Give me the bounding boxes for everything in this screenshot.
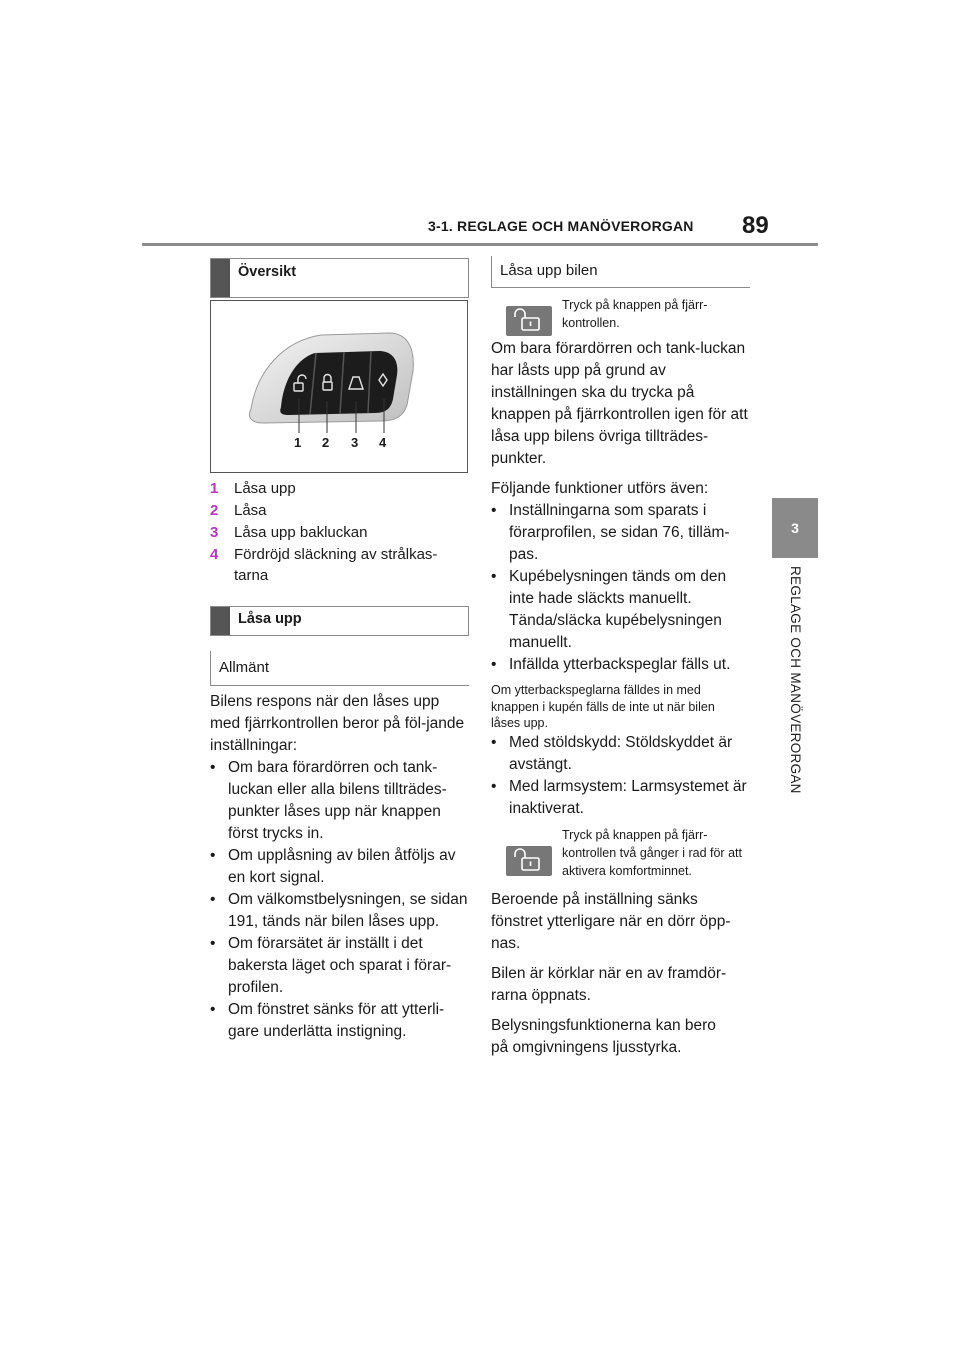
overview-heading xyxy=(210,258,469,298)
paragraph: Belysningsfunktionerna kan bero på omgivningens ljusstyrka. xyxy=(491,1017,716,1056)
bullet-text: Om förarsätet är inställt i det bakersta läget och sparat i förar-profilen. xyxy=(228,935,452,996)
bullet-text: Om upplåsning av bilen åtföljs av en kort signal. xyxy=(228,847,456,886)
legend-item xyxy=(210,544,470,586)
list-item: • Inställningarna som sparats i förarprofilen, se sidan 76, tilläm-pas. xyxy=(491,500,751,566)
chapter-tab: 3 xyxy=(772,498,818,558)
list-item: • Om upplåsning av bilen åtföljs av en kort signal. xyxy=(210,845,468,889)
overview-heading-text: Översikt xyxy=(238,264,297,280)
right-body-bottom xyxy=(491,889,749,1059)
list-item: • Infällda ytterbackspeglar fälls ut. xyxy=(491,654,751,676)
list-item: • Om bara förardörren och tank-luckan eller alla bilens tillträdes-punkter låses upp när knappen först trycks in. xyxy=(210,757,468,845)
legend-number: 4 xyxy=(210,546,219,563)
bullet-text: Inställningarna som sparats i förarprofilen, se sidan 76, tilläm-pas. xyxy=(509,502,730,563)
legend-list xyxy=(210,478,470,587)
intro-paragraph: Bilens respons när den låses upp med fjärrkontrollen beror på föl-jande inställningar: xyxy=(210,693,465,754)
list-item: • Kupébelysningen tänds om den inte hade släckts manuellt. Tända/släcka kupébelysningen manuellt. xyxy=(491,566,751,654)
callout-2: 2 xyxy=(322,435,330,450)
legend-text: Låsa upp bakluckan xyxy=(234,524,368,541)
paragraph: Beroende på inställning sänks fönstret ytterligare när en dörr öpp-nas. xyxy=(491,891,731,952)
paragraph: Följande funktioner utförs även: xyxy=(491,480,709,497)
callout-3: 3 xyxy=(351,435,359,450)
legend-number: 2 xyxy=(210,502,219,519)
bullet-text: Kupébelysningen tänds om den inte hade släckts manuellt. Tända/släcka kupébelysningen manuellt. xyxy=(509,568,727,651)
key-fob-illustration xyxy=(211,301,467,472)
callout-4: 4 xyxy=(379,435,387,450)
chapter-label: REGLAGE OCH MANÖVERORGAN xyxy=(788,566,803,794)
heading-bar xyxy=(211,607,230,635)
bullet-text: Om bara förardörren och tank-luckan eller alla bilens tillträdes-punkter låses upp när knappen först trycks in. xyxy=(228,759,447,842)
list-item: • Om välkomstbelysningen, se sidan 191, tänds när bilen låses upp. xyxy=(210,889,468,933)
legend-text: Låsa xyxy=(234,502,267,519)
legend-number: 3 xyxy=(210,524,219,541)
bullet-text: Infällda ytterbackspeglar fälls ut. xyxy=(509,656,731,673)
list-item: • Om förarsätet är inställt i det bakersta läget och sparat i förar-profilen. xyxy=(210,933,468,999)
legend-item xyxy=(210,522,470,543)
list-item: • Med larmsystem: Larmsystemet är inaktiverat. xyxy=(491,776,751,820)
note-text: Tryck på knappen på fjärr-kontrollen. xyxy=(562,298,708,330)
key-fob-figure xyxy=(210,300,468,473)
list-item: • Om fönstret sänks för att ytterli-gare underlätta instigning. xyxy=(210,999,468,1043)
paragraph: Om bara förardörren och tank-luckan har låsts upp på grund av inställningen ska du trycka på knappen på fjärrkontrollen igen för att låsa upp bilens övriga tillträdes-punkter. xyxy=(491,340,748,467)
general-subheading: Allmänt xyxy=(210,651,469,686)
bullet-text: Om fönstret sänks för att ytterli-gare underlätta instigning. xyxy=(228,1001,445,1040)
section-title: 3-1. REGLAGE OCH MANÖVERORGAN xyxy=(428,218,694,234)
callout-1: 1 xyxy=(294,435,302,450)
note-row-1 xyxy=(506,296,751,336)
unlock-car-subheading: Låsa upp bilen xyxy=(491,256,750,288)
note-row-2 xyxy=(506,826,751,880)
heading-bar xyxy=(211,259,230,297)
unlock-button-icon xyxy=(506,306,552,336)
legend-text: Låsa upp xyxy=(234,480,296,497)
legend-item xyxy=(210,500,470,521)
legend-number: 1 xyxy=(210,480,219,497)
right-body-top xyxy=(491,338,751,820)
left-body xyxy=(210,691,468,1043)
legend-text: Fördröjd släckning av strålkas-tarna xyxy=(234,546,438,584)
list-item: • Med stöldskydd: Stöldskyddet är avstängt. xyxy=(491,732,751,776)
page-number: 89 xyxy=(742,212,769,239)
unlock-heading xyxy=(210,606,469,636)
unlock-button-icon xyxy=(506,846,552,876)
legend-item xyxy=(210,478,470,499)
unlock-heading-text: Låsa upp xyxy=(238,611,302,627)
bullet-text: Om välkomstbelysningen, se sidan 191, tänds när bilen låses upp. xyxy=(228,891,468,930)
bullet-text: Med larmsystem: Larmsystemet är inaktiverat. xyxy=(509,777,747,817)
bullet-text: Med stöldskydd: Stöldskyddet är avstängt. xyxy=(509,733,733,773)
header-rule xyxy=(142,243,818,246)
small-note: Om ytterbackspeglarna fälldes in med knappen i kupén fälls de inte ut när bilen låses upp. xyxy=(491,683,715,730)
note-text: Tryck på knappen på fjärr-kontrollen två gånger i rad för att aktivera komfortminnet. xyxy=(562,828,742,878)
paragraph: Bilen är körklar när en av framdör-rarna öppnats. xyxy=(491,965,727,1004)
